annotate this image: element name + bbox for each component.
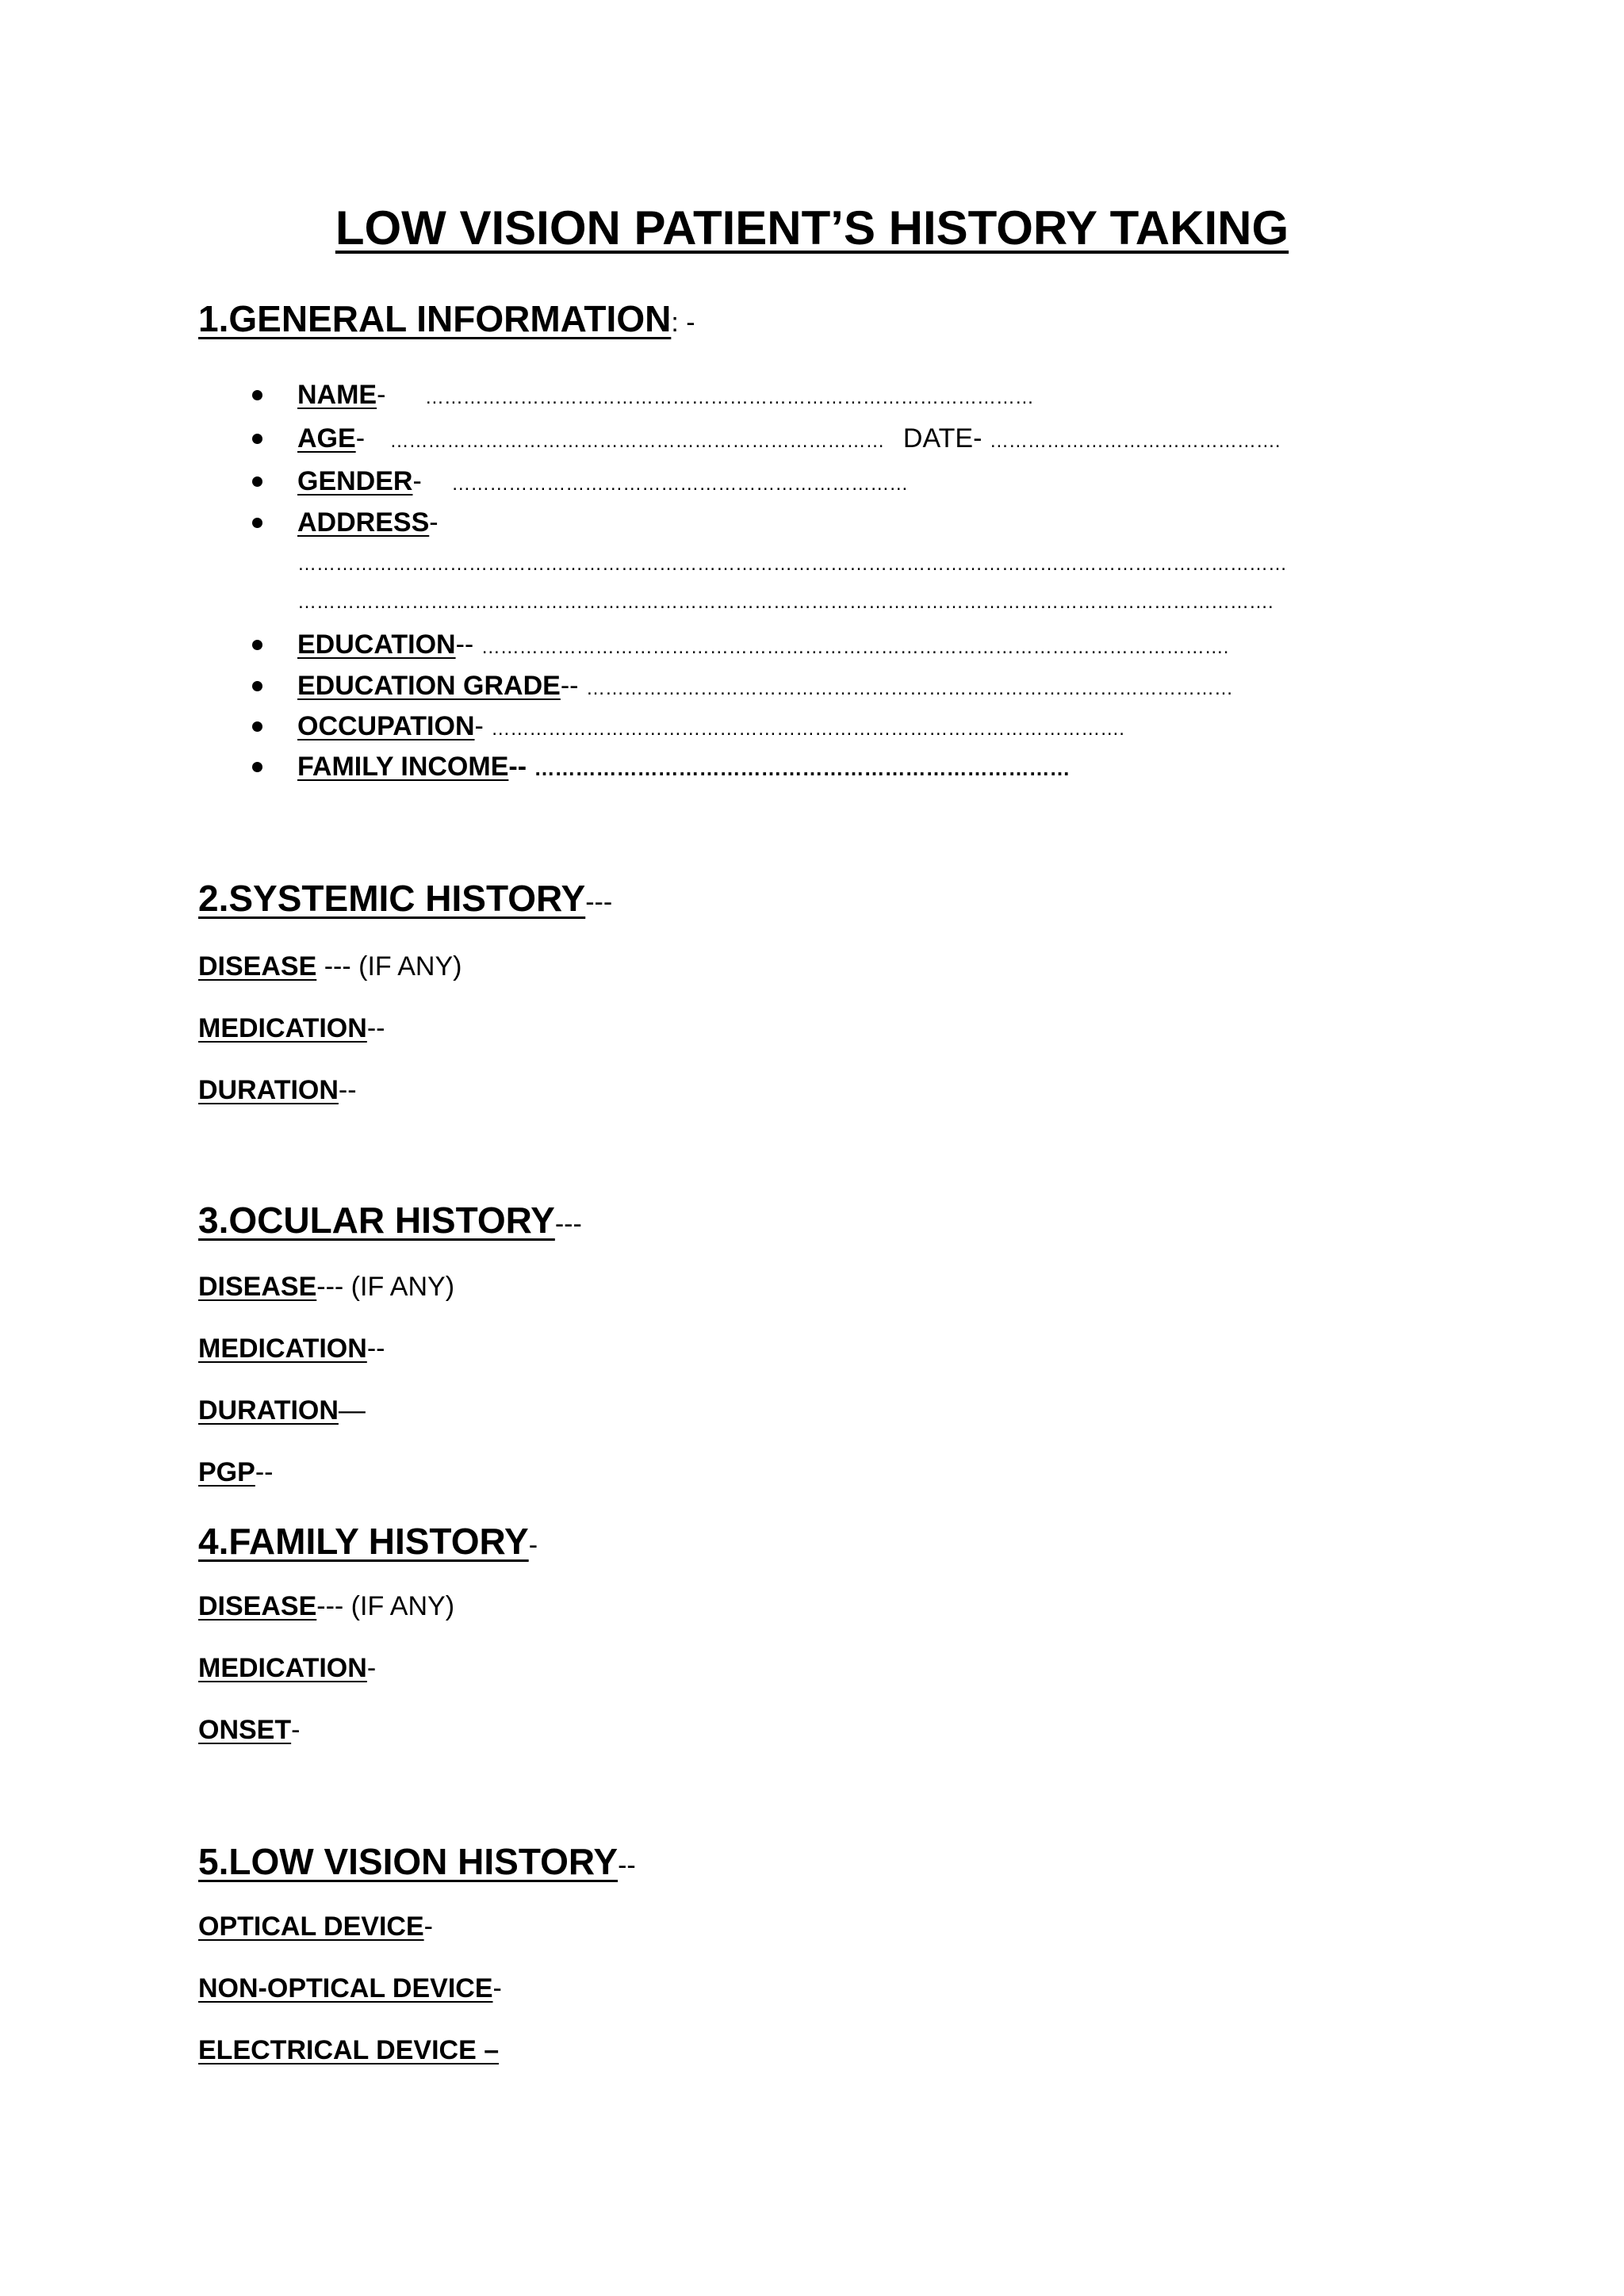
occupation-fill-line[interactable]: ………………………………………………………………………………………. bbox=[491, 718, 1124, 740]
bullet-icon bbox=[252, 721, 262, 732]
ocular-heading-text: 3.OCULAR HISTORY bbox=[198, 1200, 555, 1241]
education-grade-field-row bbox=[297, 668, 1233, 706]
family-medication-row bbox=[198, 1651, 376, 1686]
address-fill-line-2[interactable]: ………………………………………………………………………………………………………………………………………. bbox=[297, 591, 1274, 613]
general-heading-text: 1.GENERAL INFORMATION bbox=[198, 298, 672, 339]
general-information-heading bbox=[198, 295, 695, 346]
address-label-tail: - bbox=[429, 507, 439, 538]
family-onset-row bbox=[198, 1712, 300, 1747]
general-heading-tail: : - bbox=[671, 308, 695, 338]
name-field-row bbox=[297, 377, 1034, 415]
optical-device-label: OPTICAL DEVICE bbox=[198, 1911, 424, 1942]
education-field-row bbox=[297, 627, 1228, 665]
duration-label: DURATION bbox=[198, 1395, 339, 1425]
ocular-duration-row bbox=[198, 1393, 366, 1428]
duration-label: DURATION bbox=[198, 1075, 339, 1105]
medication-label: MEDICATION bbox=[198, 1013, 367, 1043]
gender-label: GENDER bbox=[297, 466, 413, 496]
disease-label: DISEASE bbox=[198, 1272, 317, 1302]
duration-label-tail: — bbox=[338, 1395, 366, 1425]
bullet-icon bbox=[252, 762, 262, 772]
pgp-label: PGP bbox=[198, 1457, 255, 1487]
family-income-field-row bbox=[297, 749, 1070, 786]
low-vision-heading-tail: -- bbox=[618, 1850, 636, 1881]
family-income-fill-line[interactable]: …………………………………………………………………… bbox=[534, 756, 1071, 780]
occupation-label: OCCUPATION bbox=[297, 711, 475, 741]
medication-label-tail: -- bbox=[366, 1013, 385, 1043]
bullet-icon bbox=[252, 640, 262, 650]
age-fill-line[interactable]: …………………………………………………………………… bbox=[389, 430, 885, 452]
name-fill-line[interactable]: …………………………………………………………………………………… bbox=[424, 387, 1034, 408]
family-heading-tail: - bbox=[528, 1530, 538, 1560]
onset-label: ONSET bbox=[198, 1715, 292, 1745]
low-vision-history-heading bbox=[198, 1838, 636, 1889]
page-title-text: LOW VISION PATIENT’S HISTORY TAKING bbox=[335, 201, 1289, 254]
family-income-label: FAMILY INCOME bbox=[297, 752, 509, 782]
family-disease-row bbox=[198, 1589, 454, 1624]
bullet-icon bbox=[252, 518, 262, 528]
family-history-heading bbox=[198, 1517, 538, 1569]
non-optical-device-row bbox=[198, 1971, 502, 2006]
systemic-duration-row bbox=[198, 1073, 357, 1108]
duration-label-tail: -- bbox=[338, 1075, 357, 1105]
age-label-tail: - bbox=[355, 423, 366, 453]
age-date-field-row bbox=[297, 421, 1281, 459]
systemic-medication-row bbox=[198, 1011, 385, 1046]
electrical-device-label: ELECTRICAL DEVICE – bbox=[198, 2035, 500, 2065]
occupation-field-row bbox=[297, 709, 1124, 747]
disease-label-tail: --- (IF ANY) bbox=[316, 1591, 455, 1621]
electrical-device-row bbox=[198, 2033, 499, 2068]
name-label: NAME bbox=[297, 380, 377, 410]
systemic-heading-tail: --- bbox=[585, 887, 613, 917]
medication-label: MEDICATION bbox=[198, 1334, 367, 1364]
name-label-tail: - bbox=[377, 380, 386, 410]
systemic-disease-row bbox=[198, 949, 462, 984]
bullet-icon bbox=[252, 390, 262, 400]
education-grade-label-tail: -- bbox=[560, 671, 579, 701]
non-optical-device-label: NON-OPTICAL DEVICE bbox=[198, 1973, 493, 2003]
pgp-label-tail: -- bbox=[255, 1457, 274, 1487]
disease-label: DISEASE bbox=[198, 1591, 317, 1621]
education-grade-label: EDUCATION GRADE bbox=[297, 671, 561, 701]
gender-label-tail: - bbox=[412, 466, 422, 496]
education-fill-line[interactable]: ………………………………………………………………………………………………………. bbox=[481, 637, 1229, 658]
medication-label-tail: - bbox=[366, 1653, 377, 1683]
address-label: ADDRESS bbox=[297, 507, 430, 538]
address-field-row bbox=[297, 505, 439, 540]
ocular-pgp-row bbox=[198, 1455, 273, 1490]
bullet-icon bbox=[252, 681, 262, 691]
address-fill-line-1[interactable]: ………………………………………………………………………………………………………………………………………… bbox=[297, 553, 1287, 575]
disease-label-tail: --- (IF ANY) bbox=[316, 1272, 455, 1302]
ocular-history-heading bbox=[198, 1196, 582, 1248]
non-optical-device-label-tail: - bbox=[492, 1973, 502, 2003]
medication-label: MEDICATION bbox=[198, 1653, 367, 1683]
onset-label-tail: - bbox=[291, 1715, 301, 1745]
page-title bbox=[0, 197, 1624, 260]
gender-field-row bbox=[297, 464, 908, 502]
systemic-history-heading bbox=[198, 874, 612, 926]
education-label-tail: -- bbox=[455, 629, 474, 660]
disease-label-tail: --- (IF ANY) bbox=[316, 951, 462, 982]
bullet-icon bbox=[252, 476, 262, 487]
ocular-heading-tail: --- bbox=[554, 1209, 582, 1239]
education-label: EDUCATION bbox=[297, 629, 456, 660]
optical-device-row bbox=[198, 1909, 433, 1944]
optical-device-label-tail: - bbox=[423, 1911, 433, 1942]
family-heading-text: 4.FAMILY HISTORY bbox=[198, 1521, 529, 1562]
ocular-medication-row bbox=[198, 1331, 385, 1366]
age-label: AGE bbox=[297, 423, 356, 453]
date-fill-line[interactable]: ………………………………………. bbox=[989, 430, 1281, 452]
education-grade-fill-line[interactable]: ………………………………………………………………………………………… bbox=[585, 678, 1233, 699]
occupation-label-tail: - bbox=[474, 711, 484, 741]
gender-fill-line[interactable]: ……………………………………………………………… bbox=[451, 473, 909, 495]
systemic-heading-text: 2.SYSTEMIC HISTORY bbox=[198, 878, 586, 919]
disease-label: DISEASE bbox=[198, 951, 317, 982]
medication-label-tail: -- bbox=[366, 1334, 385, 1364]
ocular-disease-row bbox=[198, 1269, 454, 1304]
family-income-label-tail: -- bbox=[508, 752, 527, 782]
bullet-icon bbox=[252, 434, 262, 444]
date-label: DATE- bbox=[902, 423, 982, 453]
low-vision-heading-text: 5.LOW VISION HISTORY bbox=[198, 1841, 619, 1882]
